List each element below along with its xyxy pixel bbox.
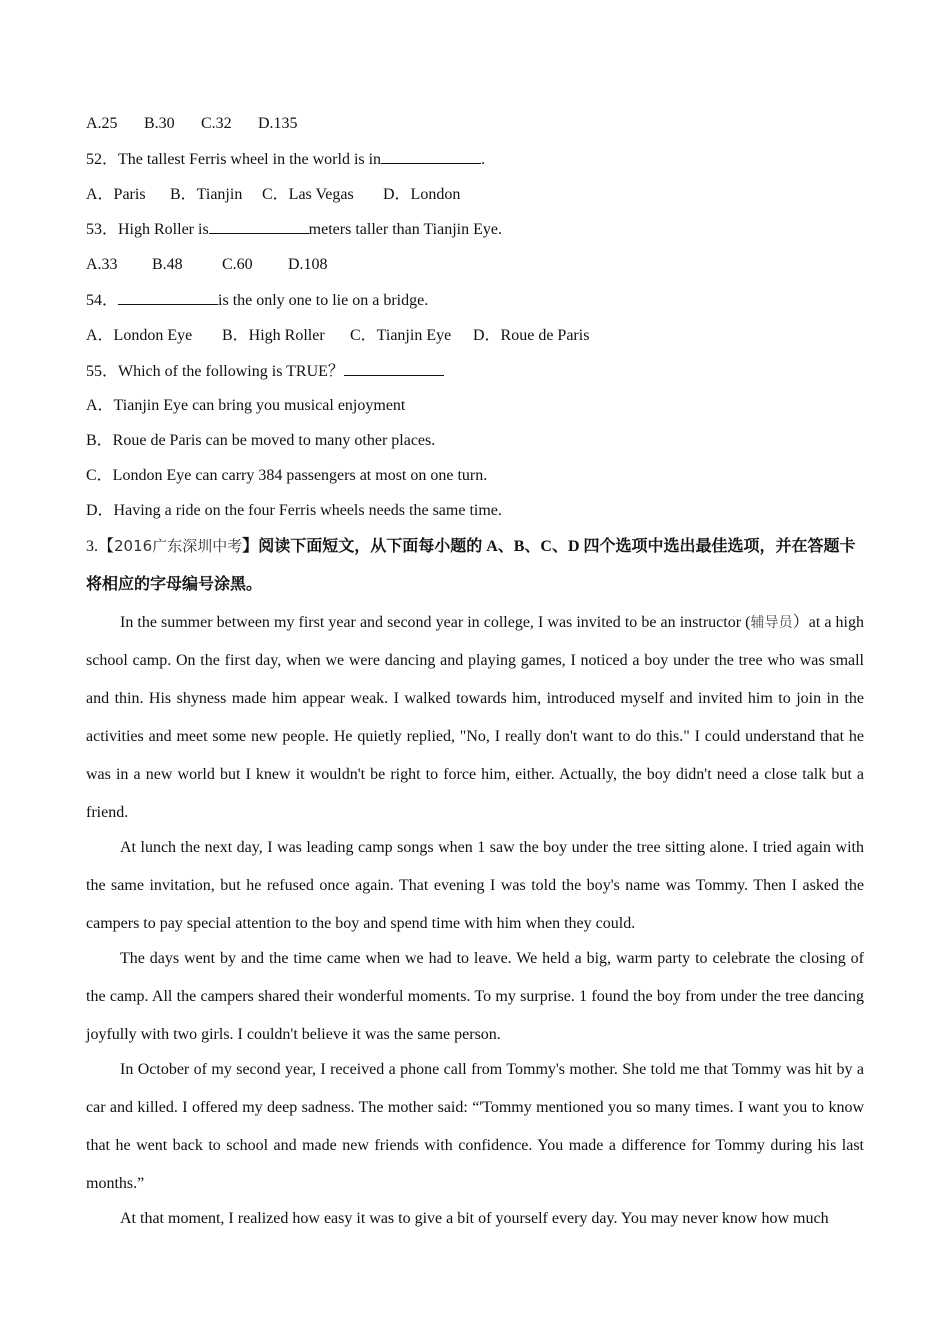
option-a: A．Paris bbox=[86, 185, 146, 203]
answer-blank bbox=[381, 149, 481, 164]
q52-options bbox=[86, 185, 864, 205]
answer-blank bbox=[118, 290, 218, 305]
paragraph-text: In the summer between my first year and second year in college, I was invited to be an instructor ( bbox=[120, 613, 751, 631]
option-a: A.33 bbox=[86, 256, 118, 274]
page-content bbox=[86, 114, 864, 1235]
option-b: B.48 bbox=[152, 256, 183, 274]
q54-options bbox=[86, 326, 864, 346]
answer-blank bbox=[344, 361, 444, 376]
question-text: 55．Which of the following is TRUE？ bbox=[86, 362, 344, 380]
q55-option-c: C．London Eye can carry 384 passengers at most on one turn. bbox=[86, 466, 488, 484]
question-suffix: meters taller than Tianjin Eye. bbox=[308, 221, 502, 239]
exam-source: 2016广东深圳中考 bbox=[114, 536, 243, 555]
section-number: 3.【 bbox=[86, 537, 115, 555]
question-number: 54． bbox=[86, 291, 119, 309]
option-c: C．Tianjin Eye bbox=[350, 326, 452, 344]
option-c: C．Las Vegas bbox=[262, 185, 354, 203]
question-53 bbox=[86, 219, 864, 240]
paragraph-text: ）at a high school camp. On the first day, when we were dancing and playing games, I noticed a boy under the tree who was small and thin. His shyness made him appear weak. I walked towards him, introduced myself and invited him to join in the activities and meet some new people. He quietly replied, "No, I really don't want to do this." I could understand that he was in a new world but I knew it wouldn't be right to force him, either. Actually, the boy didn't need a close talk but a friend. bbox=[86, 613, 865, 821]
q51-options bbox=[86, 114, 864, 134]
passage-paragraph-4: In October of my second year, I received a phone call from Tommy's mother. She told me that Tommy was hit by a car and killed. I offered my deep sadness. The mother said: “'Tommy mentioned you so many times. I want you to know that he went back to school and made new friends with confidence. You made a difference for Tommy during his last months.” bbox=[86, 1060, 864, 1192]
question-suffix: is the only one to lie on a bridge. bbox=[218, 291, 429, 309]
question-text: 53．High Roller is bbox=[86, 221, 209, 239]
option-b: B．High Roller bbox=[222, 326, 325, 344]
question-text: 52．The tallest Ferris wheel in the world is in bbox=[86, 150, 382, 168]
question-55 bbox=[86, 361, 864, 382]
section-instruction: 】阅读下面短文，从下面每小题的 A、B、C、D 四个选项中选出最佳选项，并在答题卡 将相应的字母编号涂黑。 bbox=[86, 537, 856, 593]
option-b: B.30 bbox=[144, 115, 175, 132]
option-a: A．London Eye bbox=[86, 326, 193, 344]
chinese-gloss: 辅导员 bbox=[750, 614, 793, 631]
option-c: C.60 bbox=[222, 256, 253, 274]
passage-paragraph-3: The days went by and the time came when we had to leave. We held a big, warm party to celebrate the closing of the camp. All the campers shared their wonderful moments. To my surprise. 1 found the boy from under the tree dancing joyfully with two girls. I couldn't believe it was the same person. bbox=[86, 949, 864, 1043]
q55-option-d: D．Having a ride on the four Ferris wheels needs the same time. bbox=[86, 501, 502, 519]
question-suffix: . bbox=[481, 150, 486, 168]
question-52 bbox=[86, 149, 864, 170]
option-b: B．Tianjin bbox=[170, 185, 243, 203]
passage-paragraph-5: At that moment, I realized how easy it was to give a bit of yourself every day. You may never know how much bbox=[120, 1209, 829, 1227]
section-3-heading bbox=[86, 527, 864, 604]
passage-paragraph-2: At lunch the next day, I was leading camp songs when 1 saw the boy under the tree sitting alone. I tried again with the same invitation, but he refused once again. That evening I was told the boy's name was Tommy. Then I asked the campers to pay special attention to the boy and spend time with him when they could. bbox=[86, 838, 864, 932]
question-54 bbox=[86, 290, 864, 311]
option-d: D.108 bbox=[288, 256, 328, 274]
q55-option-a: A．Tianjin Eye can bring you musical enjoyment bbox=[86, 397, 406, 415]
option-d: D.135 bbox=[258, 115, 298, 132]
q53-options bbox=[86, 255, 864, 275]
option-c: C.32 bbox=[201, 115, 232, 132]
option-d: D．Roue de Paris bbox=[473, 326, 590, 344]
option-a: A.25 bbox=[86, 115, 118, 132]
option-d: D．London bbox=[383, 185, 461, 203]
q55-option-b: B．Roue de Paris can be moved to many other places. bbox=[86, 432, 436, 450]
passage-paragraph-1 bbox=[86, 604, 864, 832]
answer-blank bbox=[209, 219, 309, 234]
